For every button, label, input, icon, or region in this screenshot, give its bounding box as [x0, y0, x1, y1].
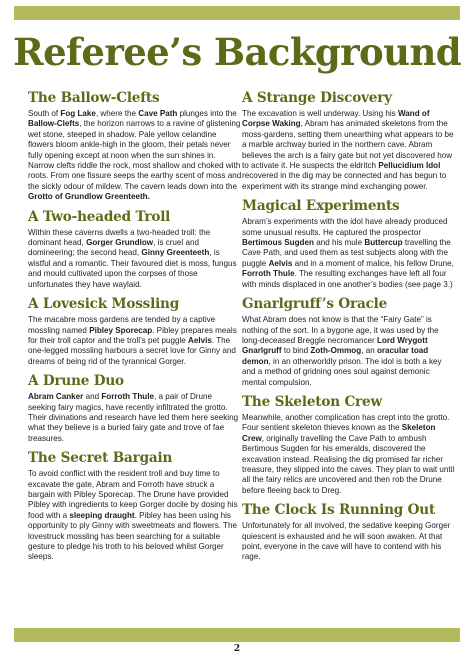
bold-term: oracular toad demon: [242, 346, 429, 366]
bold-term: Forroth Thule: [242, 269, 295, 279]
bold-term: Cave Path: [138, 109, 178, 118]
section-heading: A Lovesick Mossling: [28, 296, 180, 313]
section-heading: A Two-headed Troll: [28, 208, 171, 225]
section-heading: The Ballow-Clefts: [28, 90, 160, 106]
section-heading: Gnarlgruff’s Oracle: [242, 296, 388, 313]
section-body: Within these caverns dwells a two-headed troll: the dominant head, Gorger Grundlow, is cruel and domineering; the second head, Ginny Greenteeth, is wistful and a romantic. Their favoured diet is moss, fungus and mould cultivated upon the corpses of those unfortunates they have waylaid.: [28, 227, 237, 289]
bold-term: Ballow-Clefts: [28, 119, 80, 129]
section-body: Meanwhile, another complication has crept into the grotto. Four sentient skeleton thieves known as the Skeleton Crew, originally travelling the Cave Path to ambush Bertimous Sugden for his emeralds, discovered the excavation instead. Realising the dig promised far richer treasure, they slipped into the caves. They plan to wait until all the fairy relics are uncovered and then rob the Drune before fleeing back to Dreg.: [242, 412, 455, 495]
section-ballow-clefts: [28, 90, 242, 203]
bold-term: Bertimous Sugden: [242, 238, 314, 248]
bold-term: Lord Wrygott Gnarlgruff: [242, 335, 428, 356]
bold-term: Zoth-Ommog: [310, 346, 362, 356]
section-magical-experiments: [242, 198, 456, 290]
section-gnarlgruffs-oracle: [242, 296, 456, 388]
section-body: To avoid conflict with the resident troll and buy time to excavate the gate, Abram and Forroth have struck a bargain with Pibley Sporecap. The Drune have provided Pibley with ingredients to keep Gorger docile by dosing his food with a sleeping draught. Pibley has been using his opportunity to ply Ginny with sweetmeats and flowers. The lovestruck mossling has been searching for a suitable gesture to pledge his troth to his beloved whilst Gorger sleeps.: [28, 469, 238, 562]
section-body: South of Fog Lake, where the Cave Path plunges into the Ballow-Clefts, the horizon narrows to a ravine of glistening wet stone, steeped in shadow. Pale yellow celandine flowers bloom ankle-high in the gloom, their petals never fully opening except at noon when the sun shines in. Narrow clefts riddle the rock, most shallow and choked with roots. From one fissure seeps the earthy scent of moss and the sickly odour of mildew. The cavern leads down into the Grotto of Grundlow Greenteeth.: [28, 109, 242, 202]
section-body: Unfortunately for all involved, the sedative keeping Gorger quiescent is exhausted and he will soon awaken. At that point, everyone in the cave will have to contend with his rage.: [242, 521, 451, 562]
bold-term: Pibley Sporecap: [89, 325, 153, 335]
top-decorative-bar: [14, 6, 460, 20]
bold-term: Buttercup: [364, 238, 403, 248]
section-lovesick-mossling: [28, 296, 242, 367]
section-two-headed-troll: [28, 209, 242, 290]
bold-term: Aelvis: [268, 258, 293, 268]
section-body: The macabre moss gardens are tended by a captive mossling named Pibley Sporecap. Pibley prepares meals for their troll captor and the troll’s pet puggle Aelvis. The one-legged mossling harbours a secret love for Ginny and dreams of being rid of the tyrannical Gorger.: [28, 315, 237, 366]
section-heading: A Drune Duo: [28, 373, 124, 390]
page-number: 2: [233, 644, 241, 654]
bold-term: sleeping draught: [69, 510, 135, 520]
left-column: [28, 90, 242, 569]
section-heading: Magical Experiments: [242, 198, 400, 215]
page-title: Referee’s Background: [12, 30, 462, 74]
section-clock-running-out: [242, 502, 456, 563]
bold-term: Skeleton Crew: [242, 423, 436, 443]
section-drune-duo: [28, 373, 242, 444]
section-body: What Abram does not know is that the “Fairy Gate” is nothing of the sort. In a bygone age, it was used by the long-deceased Breggle necromancer Lord Wrygott Gnarlgruff to bind Zoth-Ommog, an oracular toad demon, in an otherworldly prison. The idol is both a key and a method of gridning ones soul against demonic mental compulsion.: [242, 315, 442, 387]
section-body: Abram’s experiments with the idol have already produced some unusual results. He captured the prospector Bertimous Sugden and his mule Buttercup travelling the Cave Path, and used them as test subjects along with the puggle Aelvis and in a moment of malice, his fellow Drune, Forroth Thule. The resulting exchanges have left all four with minds displaced in one another’s bodies (see page 3.): [242, 217, 454, 289]
section-heading: The Clock Is Running Out: [242, 502, 436, 519]
bold-term: Aelvis: [188, 335, 212, 345]
right-column: [242, 90, 456, 569]
bold-term: Ginny Greenteeth: [141, 248, 210, 258]
bold-term: Abram Canker: [28, 392, 84, 402]
section-heading: A Strange Discovery: [242, 90, 392, 106]
section-body: Abram Canker and Forroth Thule, a pair of Drune seeking fairy magics, have recently infiltrated the grotto. Their divinations and research have led them here seeking what they believe is a buried fairy gate and trove of fae treasures.: [28, 392, 239, 443]
bold-term: Fog Lake: [60, 109, 96, 118]
bold-term: Grotto of Grundlow Greenteeth.: [28, 192, 150, 202]
section-strange-discovery: [242, 90, 456, 192]
section-body: The excavation is well underway. Using his Wand of Corpse Waking, Abram has animated skeletons from the moss-gardens, setting them unearthing what appears to be a marble archway buried in the northern cave. Abram believes the arch is a fairy gate but not yet discovered how to activate it. He suspects the eldritch Pellucidium Idol recovered in the dig may be connected and has begun to experiment with its strange mind exchanging power.: [242, 109, 454, 191]
bold-term: Pellucidium Idol: [378, 161, 441, 171]
bold-term: Wand of Corpse Waking: [242, 109, 430, 129]
section-secret-bargain: [28, 450, 242, 563]
section-heading: The Secret Bargain: [28, 450, 173, 467]
section-heading: The Skeleton Crew: [242, 393, 382, 410]
bold-term: Gorger Grundlow: [86, 238, 154, 248]
section-skeleton-crew: [242, 394, 456, 496]
bold-term: Forroth Thule: [101, 392, 154, 402]
bottom-decorative-bar: [14, 628, 460, 642]
